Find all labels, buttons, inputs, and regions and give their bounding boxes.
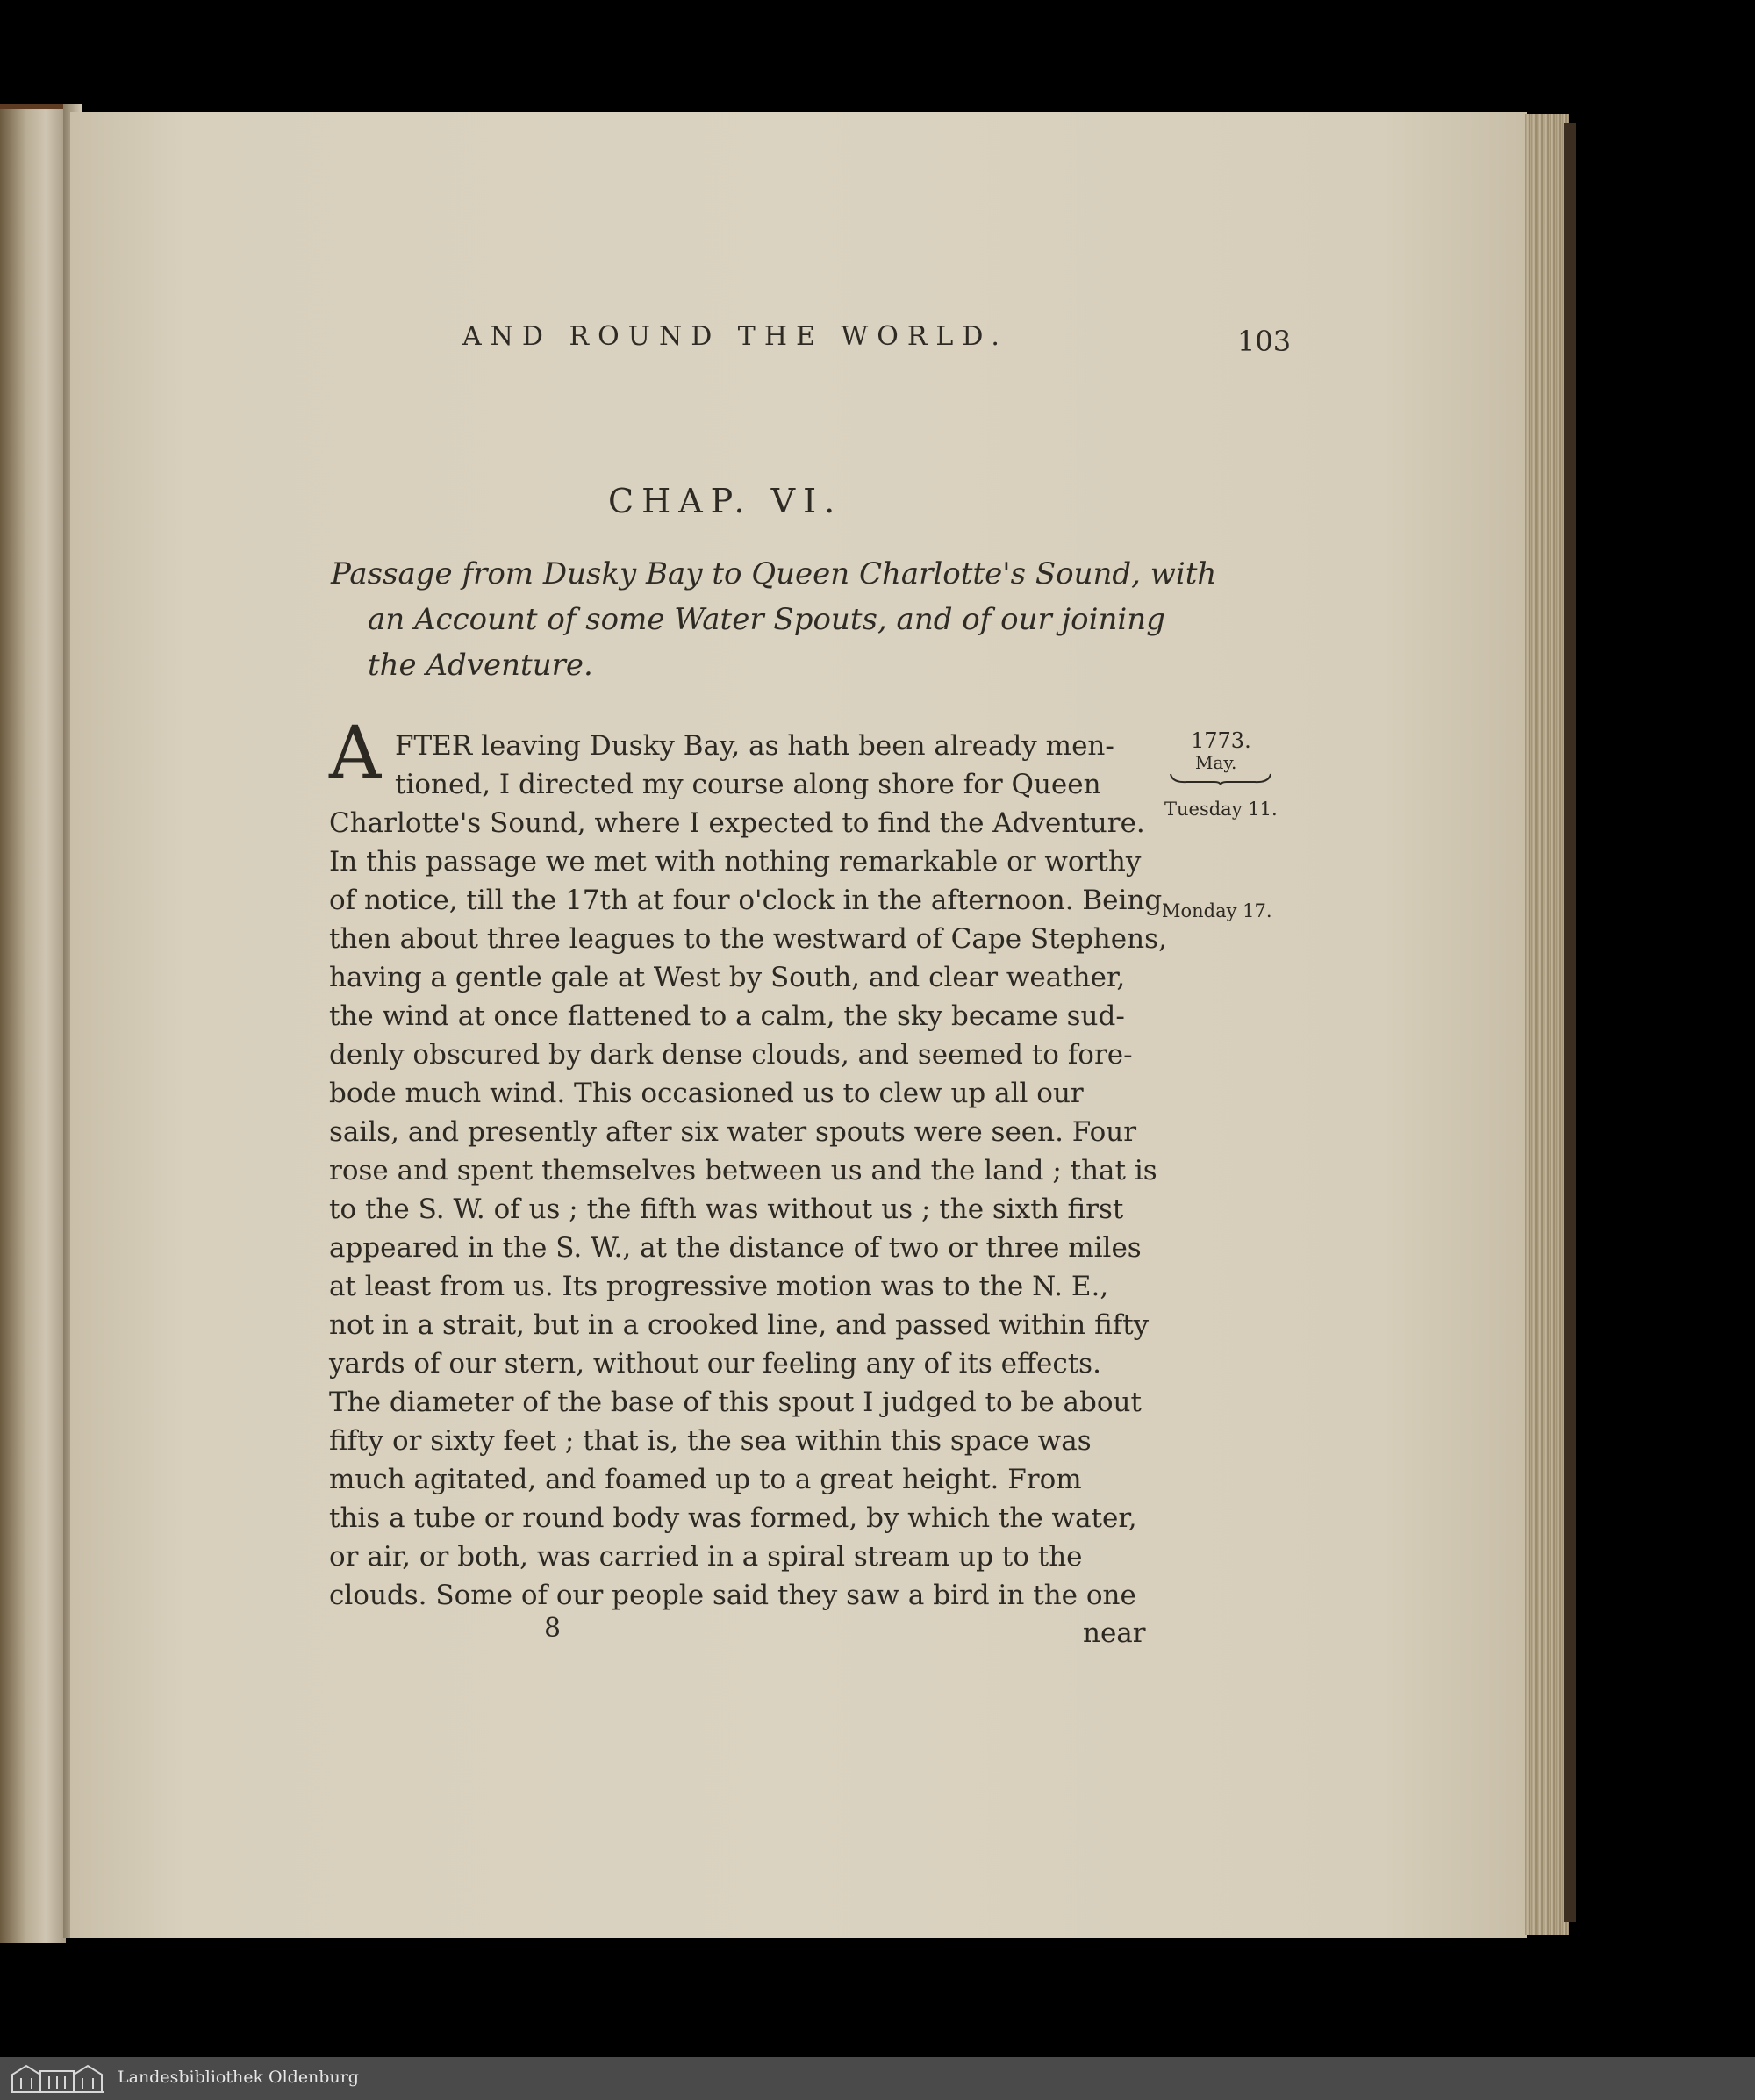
- text-line: The diameter of the base of this spout I judged to be about: [329, 1387, 1142, 1418]
- margin-brace-icon: [1169, 772, 1272, 785]
- library-footer-bar: [0, 2057, 1755, 2100]
- margin-note-date: Tuesday 11.: [1164, 799, 1278, 820]
- text-line: not in a strait, but in a crooked line, and passed within fifty: [329, 1309, 1150, 1341]
- text-line: bode much wind. This occasioned us to clew up all our: [329, 1078, 1084, 1109]
- text-line: much agitated, and foamed up to a great height. From: [329, 1464, 1082, 1495]
- page-fore-edge: [1525, 114, 1569, 1935]
- text-line: Charlotte's Sound, where I expected to find the Adventure.: [329, 807, 1145, 839]
- catchword: near: [1083, 1617, 1146, 1649]
- drop-cap: A: [329, 712, 382, 795]
- text-line: at least from us. Its progressive motion was to the N. E.,: [329, 1271, 1109, 1302]
- text-line: clouds. Some of our people said they saw a bird in the one: [329, 1580, 1136, 1611]
- text-line: this a tube or round body was formed, by which the water,: [329, 1502, 1137, 1534]
- text-line: rose and spent themselves between us and the land ; that is: [329, 1155, 1157, 1186]
- chapter-summary-line: an Account of some Water Spouts, and of our joining: [368, 602, 1165, 637]
- chapter-summary-line: the Adventure.: [368, 648, 593, 683]
- library-building-icon: [9, 2062, 105, 2094]
- text-line: FTER leaving Dusky Bay, as hath been already men-: [395, 730, 1114, 762]
- text-line: sails, and presently after six water spouts were seen. Four: [329, 1116, 1137, 1148]
- signature-mark: 8: [544, 1613, 562, 1644]
- margin-note-month: May.: [1195, 752, 1237, 773]
- running-head: AND ROUND THE WORLD.: [462, 321, 1008, 352]
- text-line: tioned, I directed my course along shore for Queen: [395, 769, 1101, 800]
- text-line: to the S. W. of us ; the fifth was without us ; the sixth first: [329, 1193, 1124, 1225]
- body-paragraph: [329, 804, 1167, 1615]
- text-line: of notice, till the 17th at four o'clock in the afternoon. Being: [329, 885, 1163, 916]
- text-line: appeared in the S. W., at the distance of two or three miles: [329, 1232, 1142, 1264]
- chapter-summary-line: Passage from Dusky Bay to Queen Charlotte's Sound, with: [331, 556, 1217, 591]
- chapter-heading: CHAP. VI.: [608, 482, 843, 520]
- library-name: Landesbibliothek Oldenburg: [118, 2068, 359, 2087]
- left-facing-page-edge: [0, 104, 66, 1943]
- page-number: 103: [1237, 325, 1292, 358]
- chapter-summary: [331, 551, 1217, 688]
- text-line: then about three leagues to the westward of Cape Stephens,: [329, 923, 1167, 955]
- margin-note-date: Monday 17.: [1162, 900, 1272, 921]
- text-line: having a gentle gale at West by South, and clear weather,: [329, 962, 1126, 993]
- margin-note-year: 1773.: [1191, 728, 1251, 753]
- text-line: denly obscured by dark dense clouds, and seemed to fore-: [329, 1039, 1133, 1071]
- text-line: fifty or sixty feet ; that is, the sea within this space was: [329, 1425, 1092, 1457]
- text-line: yards of our stern, without our feeling any of its effects.: [329, 1348, 1101, 1380]
- cover-edge: [1564, 123, 1576, 1922]
- text-line: In this passage we met with nothing remarkable or worthy: [329, 846, 1142, 878]
- opening-lines: [395, 727, 1150, 804]
- text-line: or air, or both, was carried in a spiral stream up to the: [329, 1541, 1083, 1573]
- text-line: the wind at once flattened to a calm, the sky became sud-: [329, 1000, 1125, 1032]
